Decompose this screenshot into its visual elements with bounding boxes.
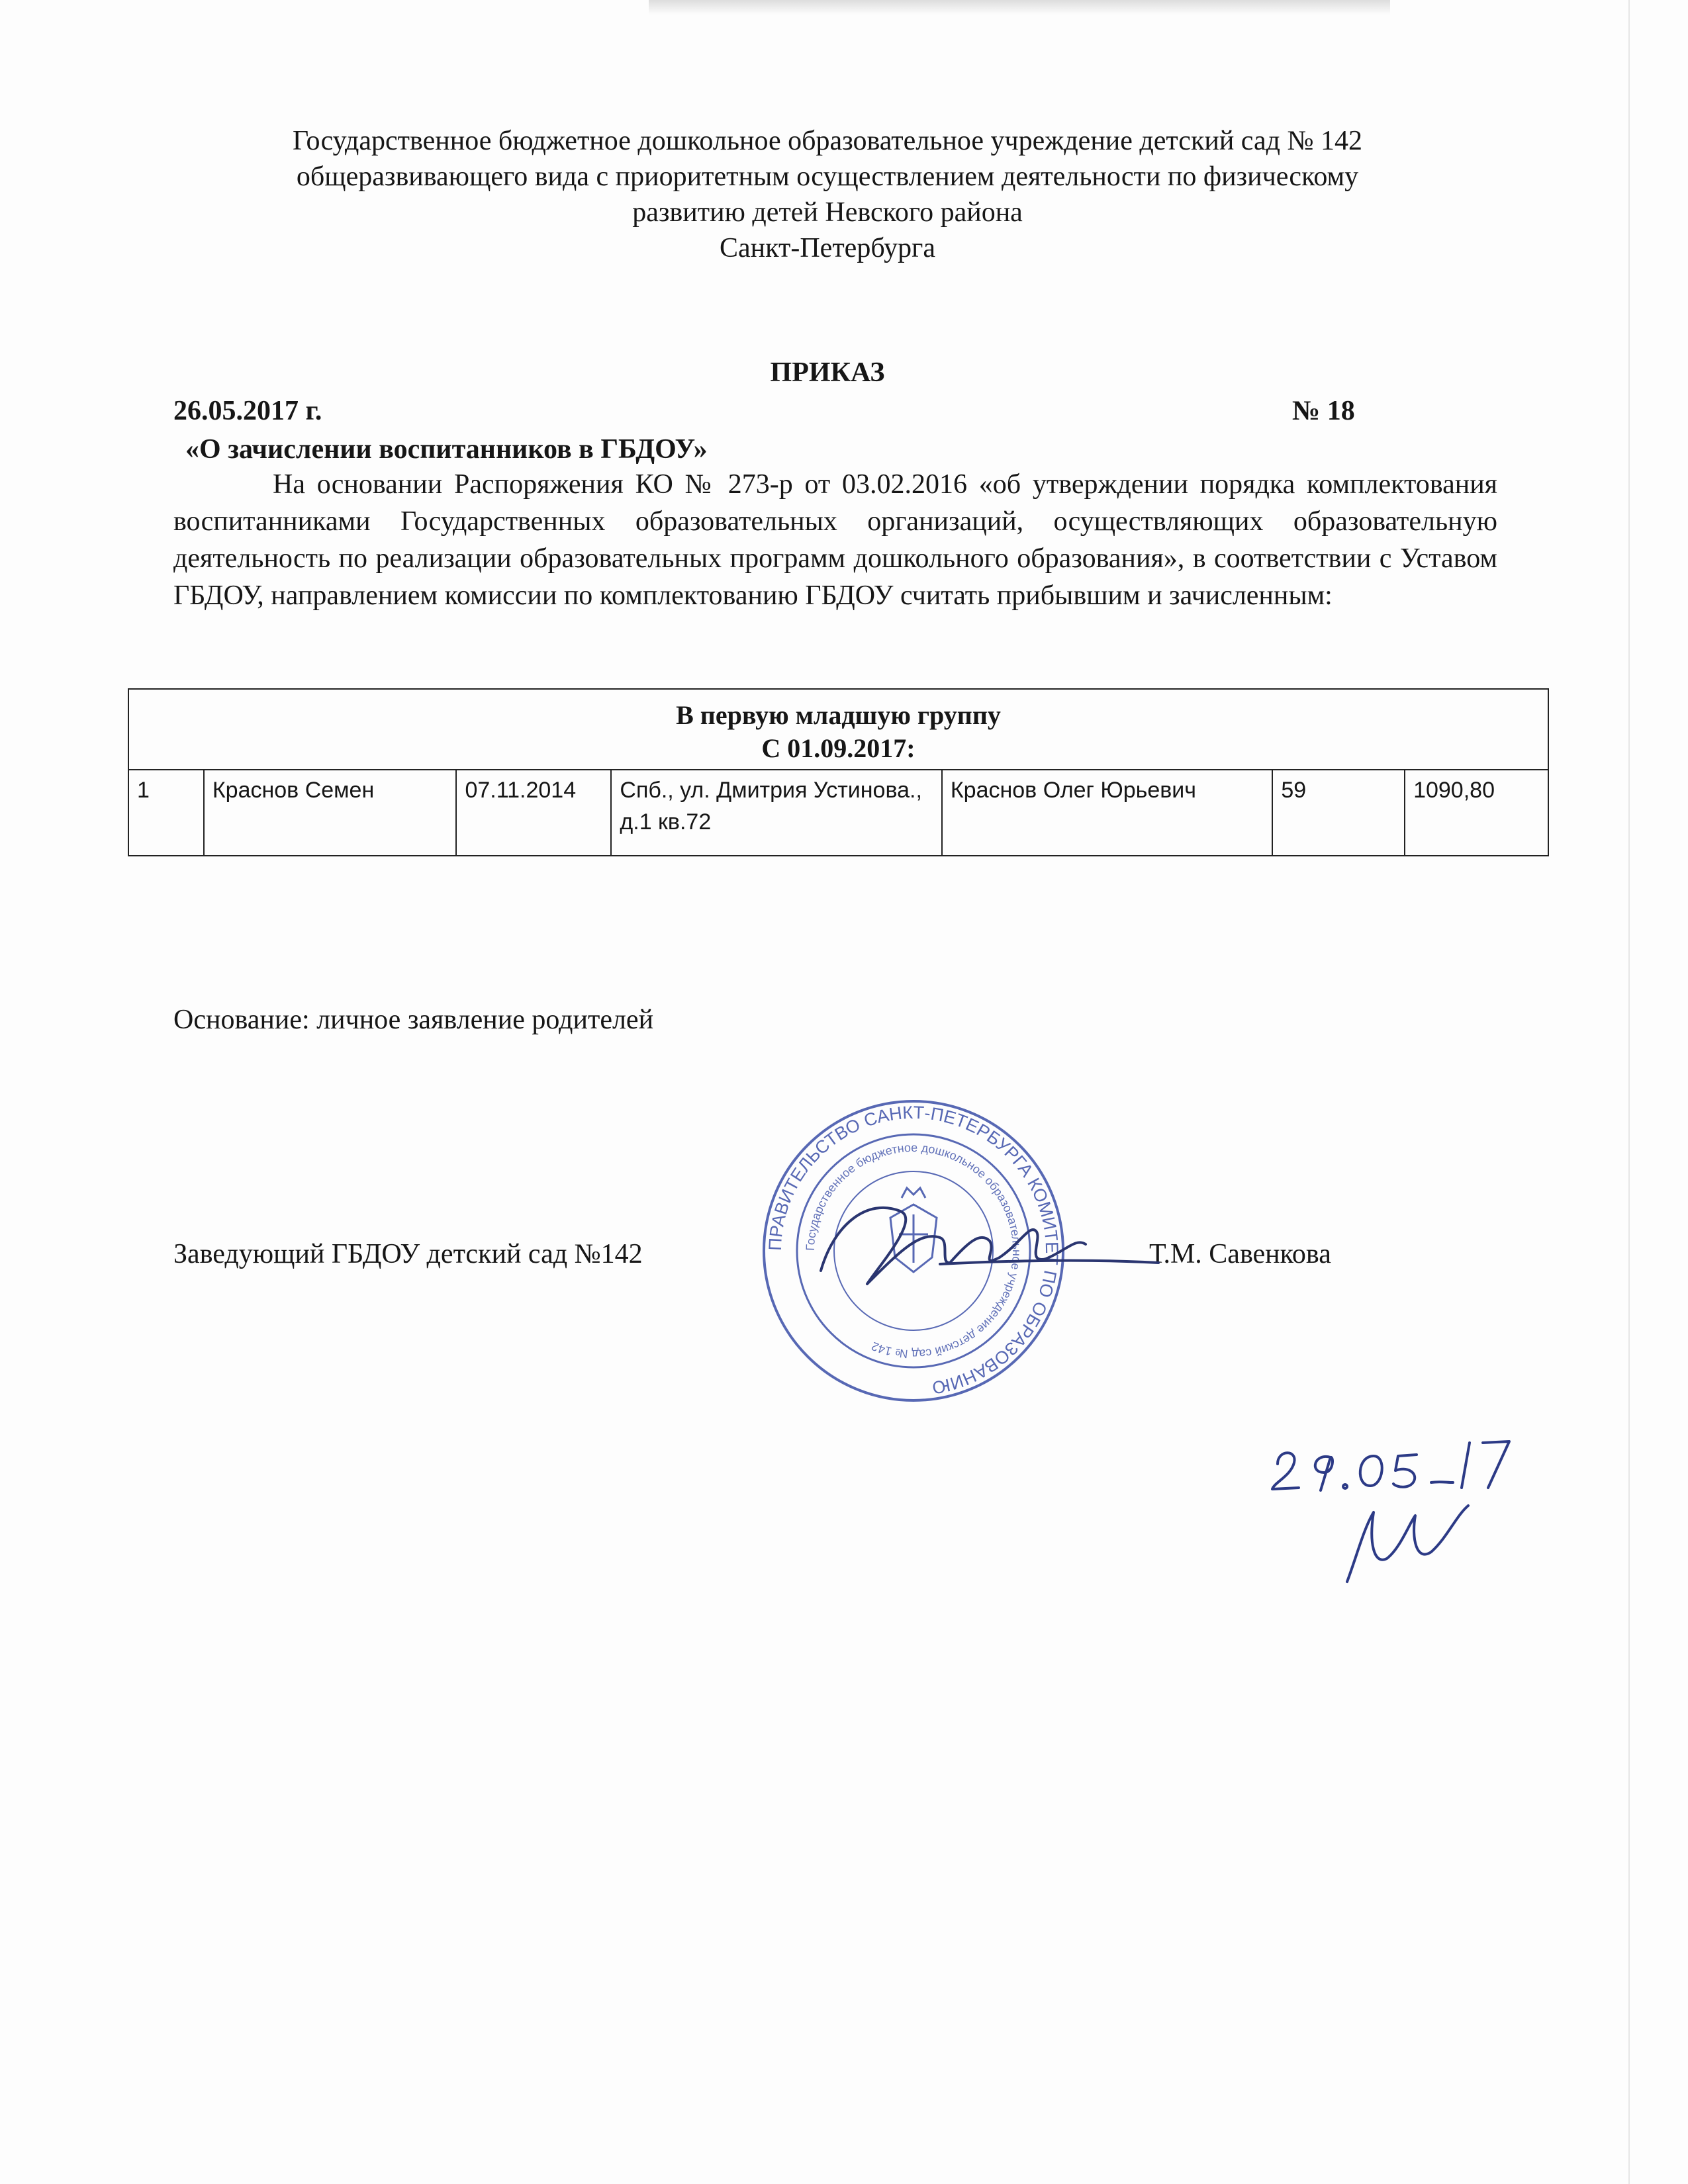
amount-cell: 1090,80 xyxy=(1405,770,1548,856)
institution-header xyxy=(132,123,1523,266)
address: Спб., ул. Дмитрия Устинова., д.1 кв.72 xyxy=(611,770,941,856)
basis-note: Основание: личное заявление родителей xyxy=(173,1005,654,1035)
order-subject: «О зачислении воспитанников в ГБДОУ» xyxy=(185,434,708,465)
order-date: 26.05.2017 г. xyxy=(173,396,322,426)
code-cell: 59 xyxy=(1272,770,1405,856)
group-start-date: С 01.09.2017: xyxy=(761,733,915,763)
header-line-4: Санкт-Петербурга xyxy=(720,233,935,263)
birth-date: 07.11.2014 xyxy=(456,770,611,856)
header-line-1: Государственное бюджетное дошкольное образовательное учреждение детский сад № 142 xyxy=(292,126,1363,156)
order-body: На основании Распоряжения КО № 273-р от 03.02.2016 «об утверждении порядка комплектования воспитанниками Государственных образовательных организаций, осуществляющих образовательную деятельность по реализации образовательных программ дошкольного образования», в соответствии с Уставом ГБДОУ, направлением комиссии по комплектованию ГБДОУ считать прибывшим и зачисленным: xyxy=(173,469,1497,611)
header-line-3: развитию детей Невского района xyxy=(632,197,1023,228)
signer-name: Т.М. Савенкова xyxy=(1149,1239,1331,1269)
handwritten-date-note xyxy=(1258,1416,1536,1602)
enrollment-table xyxy=(128,688,1549,856)
table-row xyxy=(128,770,1548,856)
stamp-outer-text: ПРАВИТЕЛЬСТВО САНКТ-ПЕТЕРБУРГА КОМИТЕТ ПО ОБРАЗОВАНИЮ xyxy=(765,1102,1062,1398)
parent-name: Краснов Олег Юрьевич xyxy=(942,770,1272,856)
stamp-inner-text: Государственное бюджетное дошкольное образовательное учреждение детский сад № 142 xyxy=(803,1140,1024,1361)
header-line-2: общеразвивающего вида с приоритетным осуществлением деятельности по физическому xyxy=(296,161,1359,192)
order-number: № 18 xyxy=(1292,396,1355,426)
group-name: В первую младшую группу xyxy=(676,700,1001,730)
order-title: ПРИКАЗ xyxy=(770,357,885,388)
group-header-row xyxy=(128,689,1548,770)
row-number: 1 xyxy=(128,770,204,856)
page-edge xyxy=(1628,0,1630,2184)
child-name: Краснов Семен xyxy=(204,770,457,856)
signature xyxy=(808,1185,1165,1304)
group-header-cell xyxy=(128,689,1548,770)
signer-position: Заведующий ГБДОУ детский сад №142 xyxy=(173,1239,643,1269)
scan-smudge xyxy=(649,0,1390,15)
